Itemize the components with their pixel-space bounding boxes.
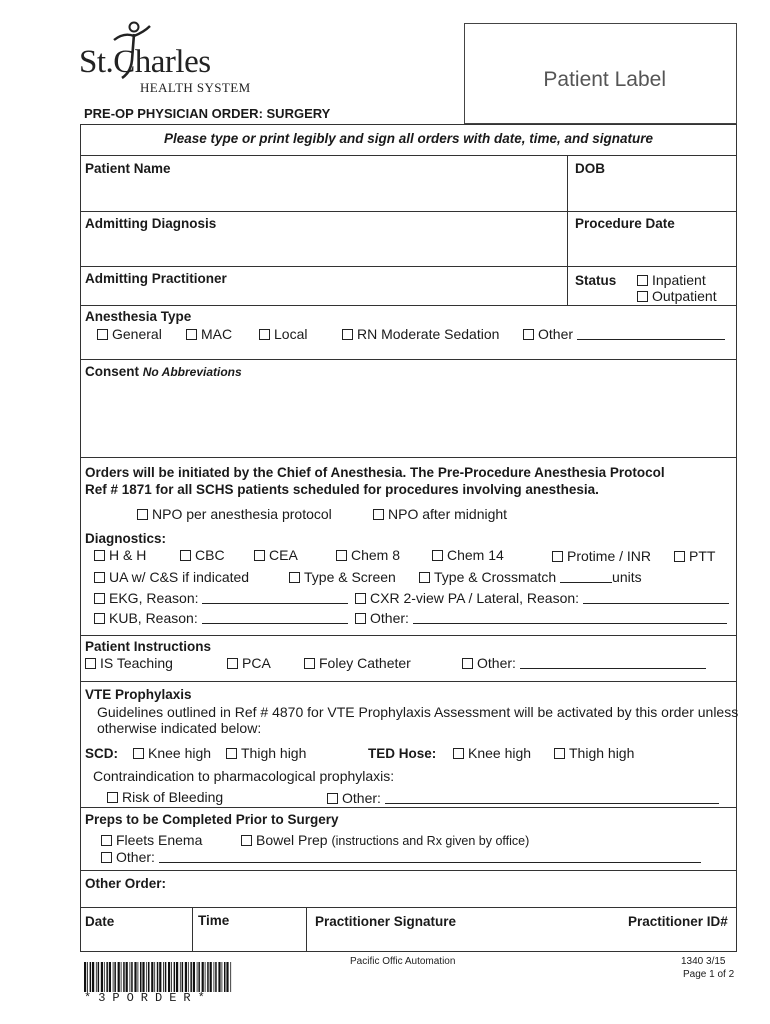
patient-name-label: Patient Name (85, 161, 171, 176)
pi-other-option[interactable] (462, 655, 706, 671)
ekg-checkbox[interactable] (94, 593, 105, 604)
barcode-bar (205, 962, 206, 992)
diag-type-screen-option[interactable] (289, 569, 396, 585)
divider-practitioner (80, 305, 737, 306)
cxr-label: CXR 2-view PA / Lateral, Reason: (370, 590, 580, 606)
preps-other-option[interactable] (101, 849, 701, 865)
barcode-bar (109, 962, 111, 992)
chem8-checkbox[interactable] (336, 550, 347, 561)
npo-midnight-label: NPO after midnight (388, 506, 508, 522)
divider-anesthesia (80, 359, 737, 360)
general-checkbox[interactable] (97, 329, 108, 340)
scd-knee-option[interactable] (133, 745, 211, 761)
barcode-bar (138, 962, 139, 992)
barcode-bar (163, 962, 164, 992)
signature-field[interactable] (308, 931, 735, 951)
barcode-bar (165, 962, 167, 992)
barcode-bar (118, 962, 120, 992)
barcode-bar (214, 962, 215, 992)
bowel-prep-option[interactable] (241, 832, 529, 848)
preps-other-label: Other: (116, 849, 155, 865)
admitting-diagnosis-label: Admitting Diagnosis (85, 216, 217, 231)
ua-label: UA w/ C&S if indicated (109, 569, 250, 585)
anesthesia-type-label: Anesthesia Type (85, 309, 192, 324)
barcode-bar (171, 962, 172, 992)
scd-thigh-label: Thigh high (241, 745, 307, 761)
anesthesia-other-label: Other (538, 326, 574, 342)
time-field[interactable] (194, 931, 305, 951)
barcode-bar (92, 962, 94, 992)
patient-label-text: Patient Label (543, 68, 666, 91)
procedure-date-label: Procedure Date (575, 216, 675, 231)
type-screen-label: Type & Screen (304, 569, 396, 585)
barcode-bar (202, 962, 204, 992)
barcode-bar (180, 962, 181, 992)
pi-other-line[interactable] (520, 657, 706, 669)
barcode-bar (185, 962, 187, 992)
diag-kub-option[interactable] (94, 610, 348, 626)
kub-reason-line[interactable] (202, 612, 348, 624)
ted-knee-checkbox[interactable] (453, 748, 464, 759)
diag-protime-option[interactable] (552, 548, 651, 564)
instructions-text: Please type or print legibly and sign all orders with date, time, and signature (163, 131, 654, 146)
barcode-bar (226, 962, 228, 992)
dob-label: DOB (575, 161, 605, 176)
barcode-bar (207, 962, 209, 992)
logo-name: St.Charles (79, 44, 211, 80)
ekg-label: EKG, Reason: (109, 590, 199, 606)
barcode-bar (101, 962, 103, 992)
divider-patient-instructions (80, 681, 737, 682)
scd-knee-label: Knee high (148, 745, 212, 761)
foley-checkbox[interactable] (304, 658, 315, 669)
vte-other-label: Other: (342, 790, 381, 806)
contraindication-text: Contraindication to pharmacological prophylaxis: (93, 768, 395, 784)
local-checkbox[interactable] (259, 329, 270, 340)
diag-ptt-option[interactable] (674, 548, 715, 564)
fleets-option[interactable] (101, 832, 202, 848)
npo-protocol-option[interactable] (137, 506, 332, 522)
ted-knee-option[interactable] (453, 745, 531, 761)
npo-midnight-checkbox[interactable] (373, 509, 384, 520)
units-label: units (612, 569, 642, 585)
ekg-reason-line[interactable] (202, 592, 348, 604)
barcode-graphic (84, 962, 232, 992)
protime-checkbox[interactable] (552, 551, 563, 562)
barcode-bar (104, 962, 105, 992)
mac-label: MAC (201, 326, 233, 342)
procedure-date-field[interactable] (570, 233, 735, 265)
barcode-text: *3PORDER* (84, 991, 212, 1005)
divider-preps (80, 870, 737, 871)
cbc-label: CBC (195, 547, 225, 563)
consent-heading (85, 364, 242, 379)
npo-protocol-label: NPO per anesthesia protocol (152, 506, 332, 522)
inpatient-label: Inpatient (652, 272, 706, 288)
foley-option[interactable] (304, 655, 411, 671)
date-field[interactable] (82, 931, 191, 951)
vte-other-checkbox[interactable] (327, 793, 338, 804)
cea-checkbox[interactable] (254, 550, 265, 561)
time-label: Time (198, 913, 230, 928)
orders-text-line2: Ref # 1871 for all SCHS patients scheduled for procedures involving anesthesia. (85, 482, 599, 497)
consent-label: Consent (85, 364, 139, 379)
pca-label: PCA (242, 655, 271, 671)
general-label: General (112, 326, 162, 342)
inpatient-checkbox[interactable] (637, 275, 648, 286)
chem14-checkbox[interactable] (432, 550, 443, 561)
divider-time-signature (306, 907, 307, 952)
barcode-bar (193, 962, 195, 992)
ted-thigh-option[interactable] (554, 745, 634, 761)
outpatient-label: Outpatient (652, 288, 717, 304)
diag-chem14-option[interactable] (432, 547, 504, 563)
bowel-prep-note: (instructions and Rx given by office) (331, 834, 530, 848)
mac-checkbox[interactable] (186, 329, 197, 340)
diag-other-line[interactable] (413, 612, 727, 624)
admitting-practitioner-field[interactable] (82, 287, 566, 304)
barcode-bar (157, 962, 159, 992)
barcode-bar (190, 962, 192, 992)
form-title: PRE-OP PHYSICIAN ORDER: SURGERY (84, 106, 331, 121)
hh-checkbox[interactable] (94, 550, 105, 561)
barcode-bar (126, 962, 128, 992)
barcode-bar (210, 962, 212, 992)
scd-label: SCD: (85, 746, 118, 761)
risk-bleeding-checkbox[interactable] (107, 792, 118, 803)
protime-label: Protime / INR (567, 548, 652, 564)
anesthesia-mac-option[interactable] (186, 326, 232, 342)
kub-label: KUB, Reason: (109, 610, 198, 626)
barcode-bar (134, 962, 136, 992)
barcode-bar (140, 962, 142, 992)
pi-other-checkbox[interactable] (462, 658, 473, 669)
barcode-bar (224, 962, 226, 992)
orders-text-line1: Orders will be initiated by the Chief of Anesthesia. The Pre-Procedure Anesthesia Protocol (85, 465, 665, 480)
barcode-bar (98, 962, 100, 992)
divider-consent (80, 457, 737, 458)
diag-hh-option[interactable] (94, 547, 146, 563)
barcode-bar (146, 962, 147, 992)
barcode-bar (114, 962, 116, 992)
barcode-bar (148, 962, 150, 992)
anesthesia-other-checkbox[interactable] (523, 329, 534, 340)
is-teaching-checkbox[interactable] (85, 658, 96, 669)
type-screen-checkbox[interactable] (289, 572, 300, 583)
barcode-bar (90, 962, 92, 992)
footer-vendor: Pacific Offic Automation (350, 956, 456, 967)
divider-right-column (567, 155, 568, 305)
diagnostics-label: Diagnostics: (85, 531, 167, 546)
fleets-checkbox[interactable] (101, 835, 112, 846)
divider-instructions (80, 155, 737, 156)
diag-other-option[interactable] (355, 610, 727, 626)
barcode-bar (159, 962, 161, 992)
chem8-label: Chem 8 (351, 547, 401, 563)
patient-instructions-label: Patient Instructions (85, 639, 212, 654)
type-cross-label: Type & Crossmatch (434, 569, 557, 585)
diag-other-label: Other: (370, 610, 409, 626)
barcode-bar (174, 962, 176, 992)
barcode-bar (87, 962, 88, 992)
barcode-bar (151, 962, 153, 992)
barcode-bar (106, 962, 108, 992)
patient-name-field[interactable] (82, 178, 566, 210)
preps-other-checkbox[interactable] (101, 852, 112, 863)
barcode-bar (131, 962, 133, 992)
barcode-bar (142, 962, 144, 992)
diag-cxr-option[interactable] (355, 590, 729, 606)
ted-hose-label: TED Hose: (368, 746, 437, 761)
other-order-field[interactable] (185, 874, 733, 904)
pi-other-label: Other: (477, 655, 516, 671)
practitioner-signature-label: Practitioner Signature (315, 914, 457, 929)
vte-other-option[interactable] (327, 790, 719, 806)
ptt-label: PTT (689, 548, 716, 564)
ted-thigh-label: Thigh high (569, 745, 635, 761)
date-label: Date (85, 914, 115, 929)
risk-bleeding-option[interactable] (107, 789, 223, 805)
rn-sedation-label: RN Moderate Sedation (357, 326, 500, 342)
barcode-bar (84, 962, 86, 992)
risk-bleeding-label: Risk of Bleeding (122, 789, 224, 805)
consent-note: No Abbreviations (142, 365, 242, 379)
divider-patient-name (80, 211, 737, 212)
cea-label: CEA (269, 547, 298, 563)
ua-checkbox[interactable] (94, 572, 105, 583)
pca-option[interactable] (227, 655, 271, 671)
admitting-diagnosis-field[interactable] (82, 233, 566, 265)
barcode-bar (198, 962, 200, 992)
outpatient-checkbox[interactable] (637, 291, 648, 302)
fleets-label: Fleets Enema (116, 832, 203, 848)
barcode-bar (230, 962, 231, 992)
diag-type-cross-option[interactable] (419, 569, 642, 585)
footer-form-number: 1340 3/15 (681, 956, 726, 967)
barcode-bar (218, 962, 220, 992)
anesthesia-local-option[interactable] (259, 326, 307, 342)
barcode-bar (222, 962, 223, 992)
scd-thigh-checkbox[interactable] (226, 748, 237, 759)
ptt-checkbox[interactable] (674, 551, 685, 562)
ted-thigh-checkbox[interactable] (554, 748, 565, 759)
rn-sedation-checkbox[interactable] (342, 329, 353, 340)
practitioner-id-label: Practitioner ID# (628, 914, 728, 929)
divider-orders (80, 635, 737, 636)
diag-other-checkbox[interactable] (355, 613, 366, 624)
hh-label: H & H (109, 547, 147, 563)
diag-chem8-option[interactable] (336, 547, 400, 563)
anesthesia-other-line[interactable] (577, 328, 725, 340)
divider-diagnosis (80, 266, 737, 267)
dob-field[interactable] (570, 178, 735, 210)
patient-label-box (464, 23, 737, 124)
units-line[interactable] (560, 571, 612, 583)
inpatient-option[interactable] (637, 272, 706, 288)
barcode-bar (113, 962, 114, 992)
npo-protocol-checkbox[interactable] (137, 509, 148, 520)
diag-cbc-option[interactable] (180, 547, 225, 563)
anesthesia-general-option[interactable] (97, 326, 162, 342)
barcode-bar (121, 962, 122, 992)
pca-checkbox[interactable] (227, 658, 238, 669)
barcode-bar (168, 962, 170, 992)
barcode-bar (215, 962, 217, 992)
kub-checkbox[interactable] (94, 613, 105, 624)
anesthesia-other-option[interactable] (523, 326, 725, 342)
divider-date-time (192, 907, 193, 952)
type-cross-checkbox[interactable] (419, 572, 430, 583)
cxr-reason-line[interactable] (583, 592, 729, 604)
vte-guideline-line1: Guidelines outlined in Ref # 4870 for VTE Prophylaxis Assessment will be activated by this order unless (97, 704, 739, 720)
barcode-bar (176, 962, 178, 992)
other-order-label: Other Order: (85, 876, 167, 891)
preps-other-line[interactable] (159, 851, 701, 863)
footer-page-number: Page 1 of 2 (683, 969, 735, 980)
vte-label: VTE Prophylaxis (85, 687, 192, 702)
consent-field[interactable] (82, 382, 735, 456)
anesthesia-rn-sedation-option[interactable] (342, 326, 499, 342)
is-teaching-option[interactable] (85, 655, 173, 671)
chem14-label: Chem 14 (447, 547, 504, 563)
scd-knee-checkbox[interactable] (133, 748, 144, 759)
barcode-bar (182, 962, 184, 992)
npo-midnight-option[interactable] (373, 506, 507, 522)
diag-ekg-option[interactable] (94, 590, 348, 606)
barcode-bar (130, 962, 131, 992)
diag-cea-option[interactable] (254, 547, 298, 563)
barcode-bar (188, 962, 189, 992)
vte-other-line[interactable] (385, 792, 719, 804)
barcode-bar (197, 962, 198, 992)
divider-vte (80, 807, 737, 808)
logo-subtitle: HEALTH SYSTEM (140, 80, 251, 95)
is-teaching-label: IS Teaching (100, 655, 173, 671)
foley-label: Foley Catheter (319, 655, 411, 671)
vte-guideline-line2: otherwise indicated below: (97, 720, 262, 736)
admitting-practitioner-label: Admitting Practitioner (85, 271, 227, 286)
cxr-checkbox[interactable] (355, 593, 366, 604)
diag-ua-option[interactable] (94, 569, 249, 585)
status-label: Status (575, 273, 617, 288)
local-label: Local (274, 326, 308, 342)
barcode-bar (123, 962, 125, 992)
preps-label: Preps to be Completed Prior to Surgery (85, 812, 339, 827)
divider-other-order (80, 907, 737, 908)
bowel-prep-checkbox[interactable] (241, 835, 252, 846)
barcode-bar (96, 962, 97, 992)
barcode-bar (154, 962, 155, 992)
scd-thigh-option[interactable] (226, 745, 306, 761)
cbc-checkbox[interactable] (180, 550, 191, 561)
bowel-prep-label: Bowel Prep (256, 832, 328, 848)
outpatient-option[interactable] (637, 288, 717, 304)
ted-knee-label: Knee high (468, 745, 532, 761)
